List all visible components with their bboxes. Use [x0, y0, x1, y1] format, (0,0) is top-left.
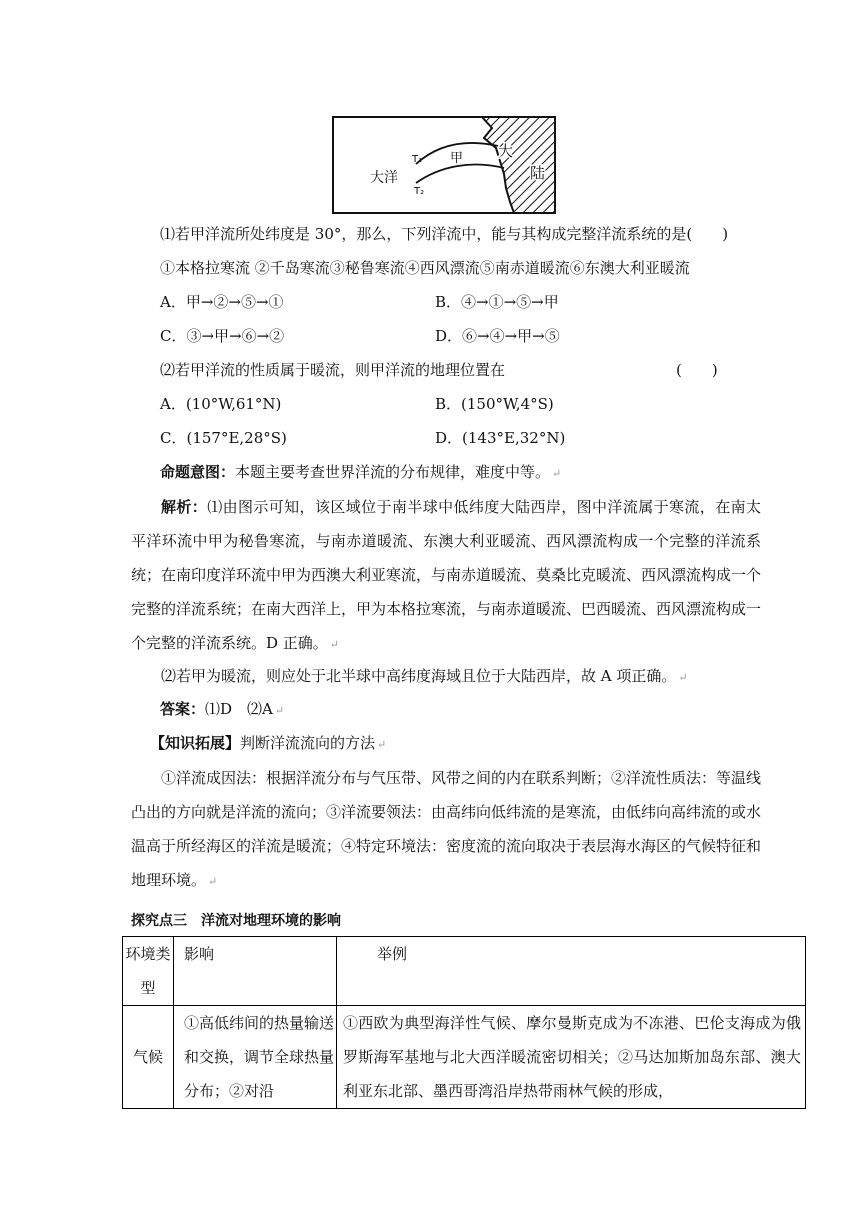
ocean-current-figure [332, 116, 556, 214]
header-type: 环境类型 [123, 937, 174, 1006]
knowledge-body [131, 761, 761, 899]
intent-text: 本题主要考查世界洋流的分布规律，难度中等。 [235, 463, 551, 481]
label-ocean: 大洋 [370, 170, 398, 186]
table-header-row [123, 937, 806, 1006]
paragraph-mark: ↵ [678, 671, 688, 684]
paragraph-mark: ↵ [552, 467, 562, 480]
q2-option-b: B．(150°W,4°S) [435, 395, 554, 413]
q2-answer-paren: ( ) [676, 361, 718, 379]
label-t2: T₂ [414, 186, 425, 197]
q2-option-d: D．(143°E,32°N) [435, 429, 566, 447]
answer-line [160, 697, 284, 723]
q1-options-list: ①本格拉寒流 ②千岛寒流③秘鲁寒流④西风漂流⑤南赤道暖流⑥东澳大利亚暖流 [160, 259, 690, 277]
cell-example: ①西欧为典型海洋性气候、摩尔曼斯克成为不冻港、巴伦支海成为俄罗斯海军基地与北大西洋暖流密切相关；②马达加斯加岛东部、澳大利亚东北部、墨西哥湾沿岸热带雨林气候的形成， [337, 1006, 806, 1109]
q1-option-d: D．⑥→④→甲→⑤ [435, 327, 560, 345]
header-effect: 影响 [174, 937, 337, 1006]
label-da: 大 [498, 142, 514, 160]
analysis-text-2: ⑵若甲为暖流，则应处于北半球中高纬度海域且位于大陆西岸，故 A 项正确。 [161, 667, 677, 685]
answer-text: ⑴D ⑵A [205, 700, 273, 718]
effects-table [122, 936, 806, 1109]
knowledge-label: 【知识拓展】 [150, 734, 241, 752]
paragraph-mark: ↵ [274, 704, 285, 717]
q1-stem: ⑴若甲洋流所处纬度是 30°，那么，下列洋流中，能与其构成完整洋流系统的是( ) [160, 225, 729, 243]
cell-type: 气候 [123, 1006, 174, 1109]
q2-option-a: A．(10°W,61°N) [160, 395, 282, 413]
q2-option-c: C．(157°E,28°S) [160, 429, 287, 447]
q1-option-a: A．甲→②→⑤→① [160, 293, 284, 311]
label-t1: T₁ [412, 154, 423, 165]
paragraph-mark: ↵ [377, 738, 387, 751]
knowledge-body-text: ①洋流成因法：根据洋流分布与气压带、风带之间的内在联系判断；②洋流性质法：等温线凸出的方向就是洋流的流向；③洋流要领法：由高纬向低纬流的是寒流，由低纬向高纬流的或水温高于所经海区的洋流是暖流；④特定环境法：密度流的流向取决于表层海水海区的气候特征和地理环境。 [131, 769, 762, 889]
knowledge-title: 判断洋流流向的方法 [240, 734, 376, 752]
intent-label: 命题意图： [160, 463, 236, 481]
cell-effect: ①高低纬间的热量输送和交换，调节全球热量分布；②对沿 [174, 1006, 337, 1109]
analysis-paragraph-1 [131, 490, 761, 662]
analysis-text-1: ⑴由图示可知，该区域位于南半球中低纬度大陆西岸，图中洋流属于寒流，在南太平洋环流中甲为秘鲁寒流，与南赤道暖流、东澳大利亚暖流、西风漂流构成一个完整的洋流系统；在南印度洋环流中甲为西澳大利亚寒流，与南赤道暖流、莫桑比克暖流、西风漂流构成一个完整的洋流系统；在南大西洋上，甲为本格拉寒流，与南赤道暖流、巴西暖流、西风漂流构成一个完整的洋流系统。D 正确。 [131, 498, 762, 652]
label-jia: 甲 [450, 151, 464, 166]
table-row [123, 1006, 806, 1109]
q2-stem: ⑵若甲洋流的性质属于暖流，则甲洋流的地理位置在 [160, 361, 506, 379]
analysis-label: 解析： [161, 498, 208, 516]
intent-line [160, 460, 561, 486]
knowledge-title-line [150, 731, 386, 757]
paragraph-mark: ↵ [329, 638, 340, 651]
section-title: 探究点三 洋流对地理环境的影响 [131, 913, 341, 929]
header-example: 举例 [337, 937, 806, 1006]
q1-option-c: C．③→甲→⑥→② [160, 327, 285, 345]
ocean-current-diagram [332, 116, 556, 214]
q1-option-b: B．④→①→⑤→甲 [435, 293, 559, 311]
answer-label: 答案： [160, 700, 206, 718]
label-lu: 陆 [530, 164, 546, 182]
analysis-paragraph-2 [131, 659, 761, 695]
paragraph-mark: ↵ [208, 875, 218, 888]
